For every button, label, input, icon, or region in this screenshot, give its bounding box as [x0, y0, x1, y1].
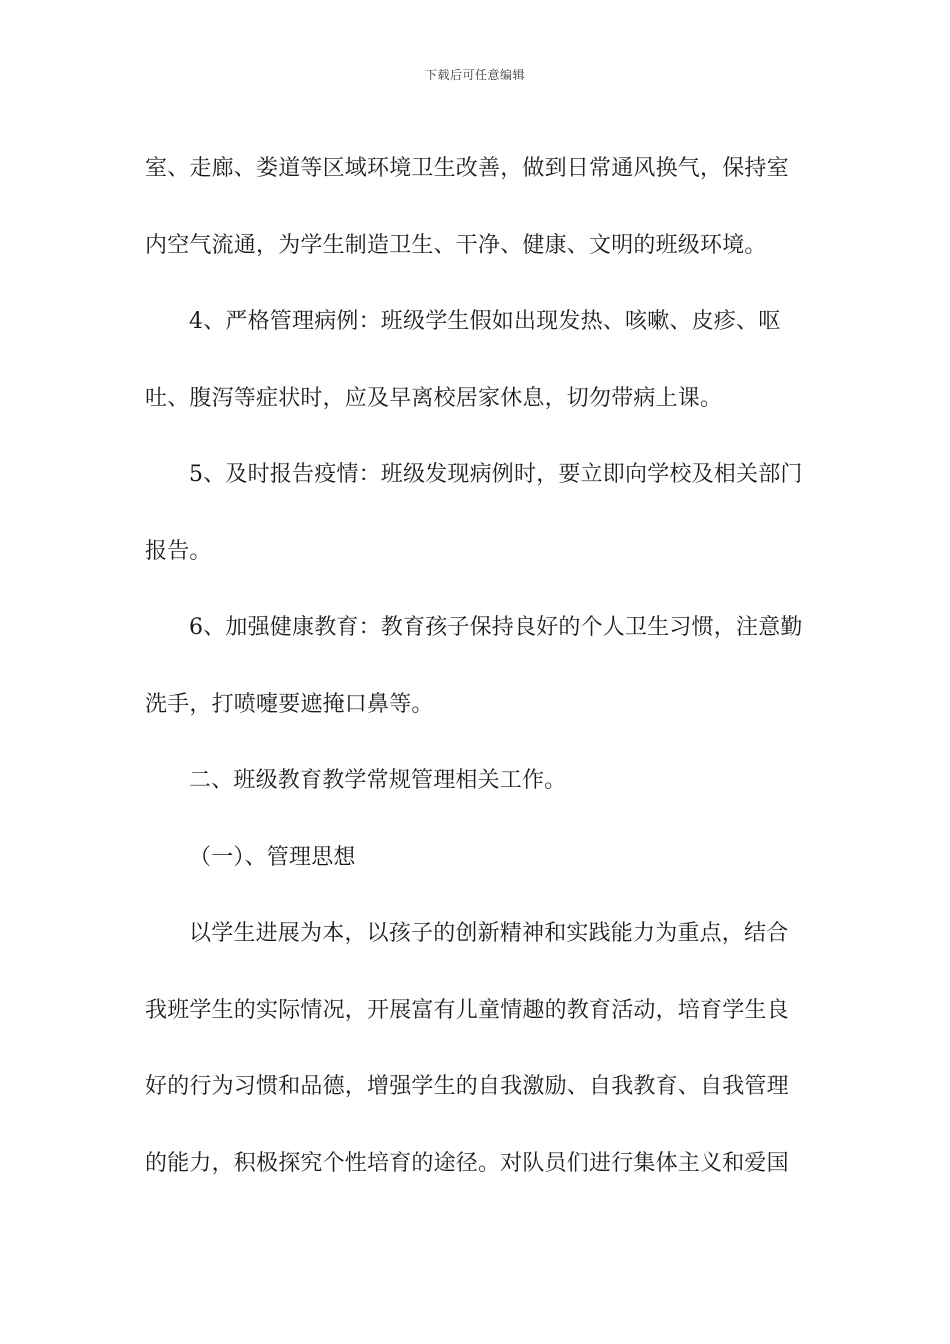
list-item-6: 6、加强健康教育：教育孩子保持良好的个人卫生习惯，注意勤 [189, 615, 803, 640]
text-line: 内空气流通，为学生制造卫生、干净、健康、文明的班级环境。 [145, 232, 767, 258]
text-line: 报告。 [145, 538, 212, 564]
text-line: 好的行为习惯和品德，增强学生的自我激励、自我教育、自我管理 [145, 1074, 789, 1099]
text-line: 室、走廊、娄道等区域环境卫生改善，做到日常通风换气，保持室 [145, 156, 789, 181]
paragraph-start: 以学生进展为本，以孩子的创新精神和实践能力为重点，结合 [189, 921, 789, 946]
list-item-5: 5、及时报告疫情：班级发现病例时，要立即向学校及相关部门 [189, 462, 803, 487]
subsection-heading: （一）、管理思想 [189, 844, 356, 870]
text-line: 的能力，积极探究个性培育的途径。对队员们进行集体主义和爱国 [145, 1150, 789, 1176]
document-body [145, 131, 809, 1202]
section-heading: 二、班级教育教学常规管理相关工作。 [189, 768, 567, 793]
text-line: 吐、腹泻等症状时，应及早离校居家休息，切勿带病上课。 [145, 385, 723, 411]
list-item-4: 4、严格管理病例：班级学生假如出现发热、咳嗽、皮疹、呕 [189, 309, 781, 334]
page-header: 下载后可任意编辑 [424, 68, 525, 82]
text-line: 我班学生的实际情况，开展富有儿童情趣的教育活动，培育学生良 [145, 997, 789, 1023]
text-line: 洗手，打喷嚏要遮掩口鼻等。 [145, 691, 434, 717]
